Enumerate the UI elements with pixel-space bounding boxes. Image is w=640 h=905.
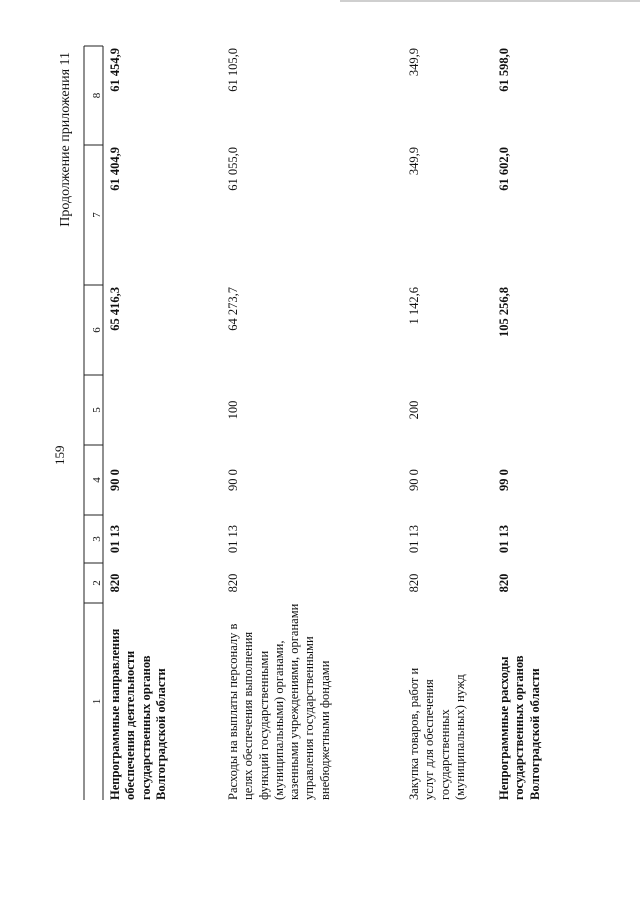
row-2-col-3: 01 13: [226, 524, 240, 554]
row-4-col-2: 820: [497, 573, 511, 593]
row-1-name: Непрограммные направления обеспечения деятельности государственных органов Волгоградской области: [108, 628, 168, 800]
row-2-col-4: 90 0: [226, 469, 240, 491]
page-number: 159: [52, 445, 67, 465]
row-1-col-2: 820: [108, 573, 122, 593]
row-2-col-2: 820: [226, 573, 240, 593]
header-col-1: 1: [91, 698, 103, 705]
row-1-col-6: 65 416,3: [108, 287, 122, 331]
row-1-col-3: 01 13: [108, 524, 122, 554]
row-4-name: Непрограммные расходы государственных органов Волгоградской области: [497, 655, 542, 800]
row-3-col-2: 820: [407, 573, 421, 593]
header-col-8: 8: [91, 92, 103, 99]
row-3-col-8: 349,9: [407, 48, 421, 77]
row-3-col-3: 01 13: [407, 524, 421, 554]
row-4-col-8: 61 598,0: [497, 48, 511, 92]
row-4-col-6: 105 256,8: [497, 287, 511, 337]
row-2-name: Расходы на выплаты персоналу в целях обеспечения выполнения функций государственными (муниципальными) органами, казенными учреждениями, органами управления государственными внебюджетными фондами: [226, 603, 332, 800]
row-3-col-4: 90 0: [407, 469, 421, 491]
row-4-col-7: 61 602,0: [497, 147, 511, 191]
header-col-4: 4: [91, 477, 103, 483]
header-col-2: 2: [91, 580, 103, 586]
continuation-title: Продолжение приложения 11: [58, 52, 73, 227]
row-1-col-8: 61 454,9: [108, 48, 122, 92]
row-3-col-7: 349,9: [407, 147, 421, 176]
row-4-col-3: 01 13: [497, 524, 511, 554]
row-2-col-5: 100: [226, 400, 240, 420]
row-2-col-7: 61 055,0: [226, 147, 240, 191]
row-3-name: Закупка товаров, работ и услуг для обеспечения государственных (муниципальных) нужд: [407, 667, 467, 800]
header-col-6: 6: [91, 327, 103, 333]
header-col-3: 3: [91, 536, 103, 542]
row-1-col-4: 90 0: [108, 469, 122, 491]
row-2-col-6: 64 273,7: [226, 287, 240, 331]
row-3-col-6: 1 142,6: [407, 287, 421, 325]
row-3-col-5: 200: [407, 400, 421, 420]
row-2-col-8: 61 105,0: [226, 48, 240, 92]
header-col-5: 5: [91, 407, 103, 413]
header-col-7: 7: [91, 212, 103, 218]
row-4-col-4: 99 0: [497, 469, 511, 491]
row-1-col-7: 61 404,9: [108, 147, 122, 191]
